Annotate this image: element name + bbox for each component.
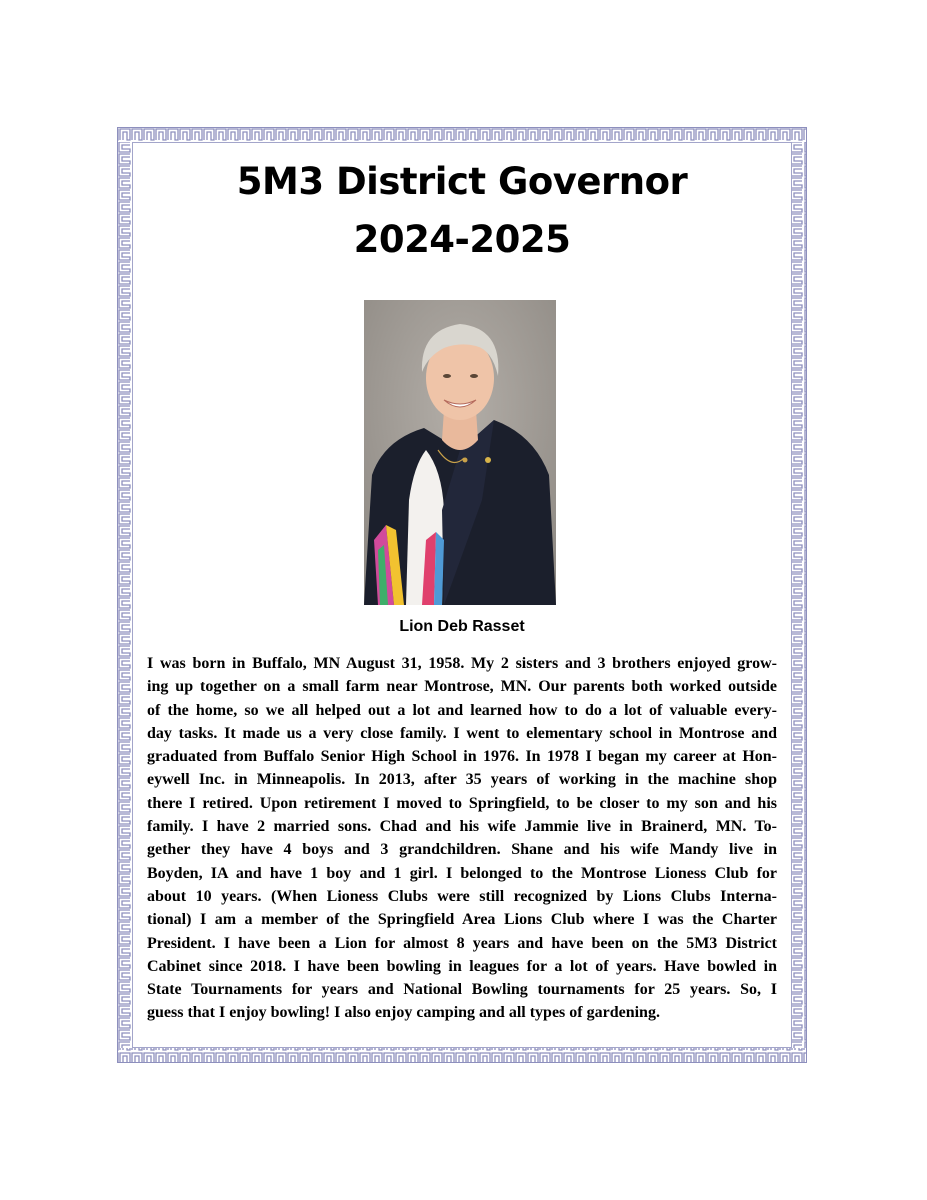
bio-line: State Tournaments for years and National Bowling tournaments for 25 years. So, I [147,981,777,999]
bio-line: Cabinet since 2018. I have been bowling in leagues for a lot of years. Have bowled in [147,957,777,975]
bio-line: President. I have been a Lion for almost 8 years and have been on the 5M3 District [147,934,777,952]
bio-line: gether they have 4 boys and 3 grandchildren. Shane and his wife Mandy live in [147,841,777,859]
bio-line: about 10 years. (When Lioness Clubs were still recognized by Lions Clubs Interna- [147,887,777,905]
bio-line: day tasks. It made us a very close family. I went to elementary school in Montrose and [147,724,777,742]
bio-line: Boyden, IA and have 1 boy and 1 girl. I belonged to the Montrose Lioness Club for [147,864,777,882]
portrait-caption: Lion Deb Rasset [399,618,525,635]
bio-line: graduated from Buffalo Senior High School in 1976. In 1978 I began my career at Hon- [147,748,777,766]
page-title: 5M3 District Governor [236,160,688,203]
bio-line: eywell Inc. in Minneapolis. In 2013, after 35 years of working in the machine shop [147,771,777,789]
bio-line: of the home, so we all helped out a lot and learned how to do a lot of valuable every- [147,701,777,719]
bio-line: there I retired. Upon retirement I moved to Springfield, to be closer to my son and his [147,794,777,812]
biography-text [147,652,777,1025]
bio-line: guess that I enjoy bowling! I also enjoy camping and all types of gardening. [147,1004,660,1022]
term-years: 2024-2025 [353,218,571,261]
bio-line: ing up together on a small farm near Montrose, MN. Our parents both worked outside [147,678,777,696]
portrait-photo [364,300,556,605]
bio-line: family. I have 2 married sons. Chad and his wife Jammie live in Brainerd, MN. To- [147,818,777,836]
bio-line: I was born in Buffalo, MN August 31, 1958. My 2 sisters and 3 brothers enjoyed grow- [147,655,777,672]
bio-line: tional) I am a member of the Springfield Area Lions Club where I was the Charter [147,911,777,929]
